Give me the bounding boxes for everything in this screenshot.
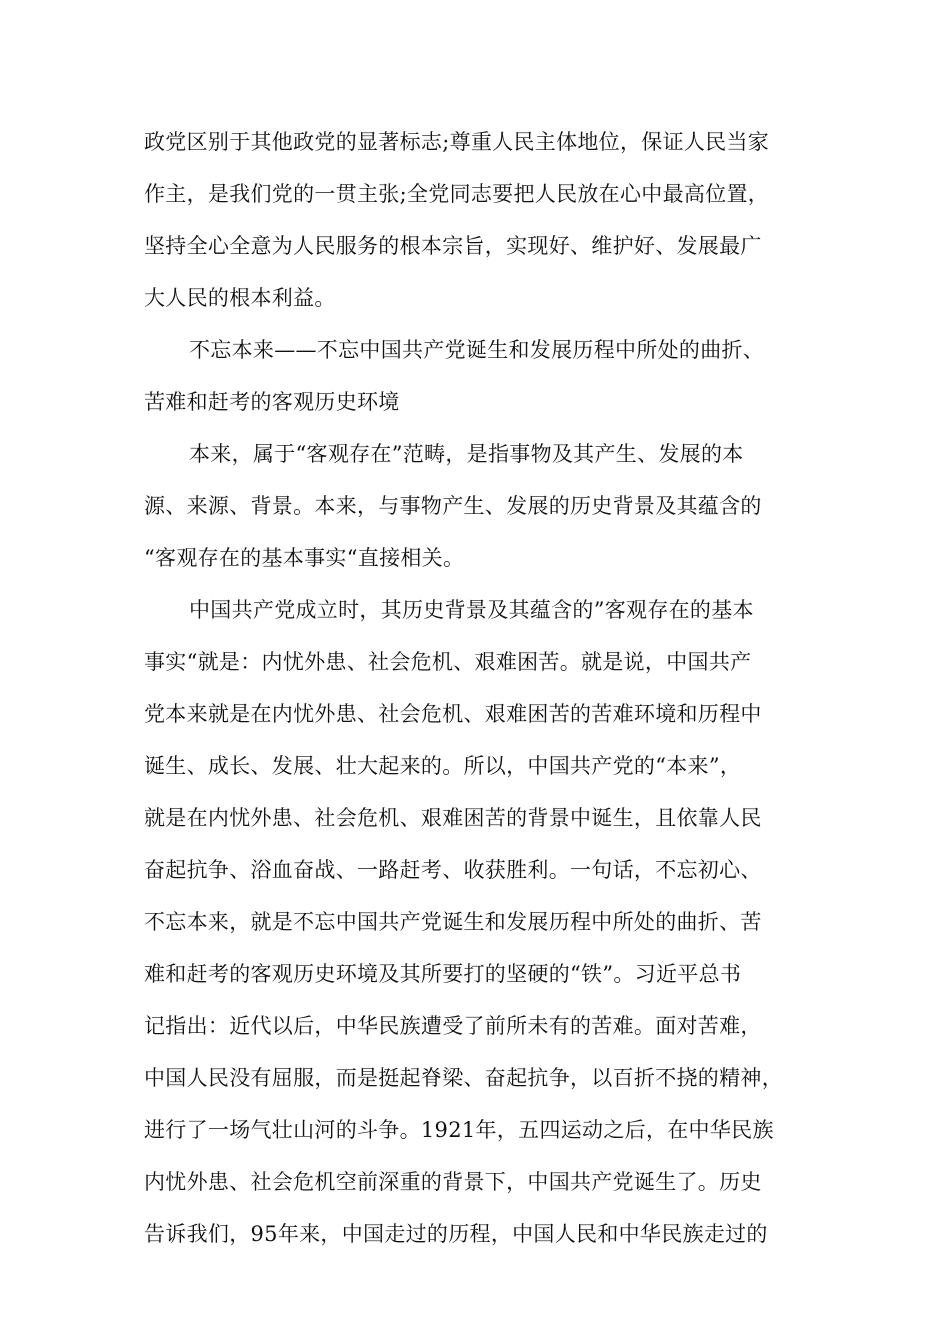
text-line: 就是在内忧外患、社会危机、艰难困苦的背景中诞生，且依靠人民 — [144, 806, 762, 830]
text-line: 坚持全心全意为人民服务的根本宗旨，实现好、维护好、发展最广 — [144, 234, 762, 258]
text-line: 事实“就是：内忧外患、社会危机、艰难困苦。就是说，中国共产 — [144, 650, 752, 674]
text-line: 进行了一场气壮山河的斗争。1921年，五四运动之后，在中华民族 — [144, 1118, 774, 1142]
text-line: 本来，属于“客观存在”范畴，是指事物及其产生、发展的本 — [189, 442, 744, 466]
text-line: 党本来就是在内忧外患、社会危机、艰难困苦的苦难环境和历程中 — [144, 702, 762, 726]
section-heading-line: 苦难和赶考的客观历史环境 — [144, 390, 400, 414]
text-line: 诞生、成长、发展、壮大起来的。所以，中国共产党的“本来”， — [144, 754, 742, 778]
text-line: 作主，是我们党的一贯主张;全党同志要把人民放在心中最高位置， — [144, 182, 770, 206]
text-line: 政党区别于其他政党的显著标志;尊重人民主体地位，保证人民当家 — [144, 130, 770, 154]
text-line: 告诉我们，95年来，中国走过的历程，中国人民和中华民族走过的 — [144, 1222, 768, 1246]
text-line: 记指出：近代以后，中华民族遭受了前所未有的苦难。面对苦难， — [144, 1014, 762, 1038]
text-line: “客观存在的基本事实“直接相关。 — [144, 546, 465, 570]
text-line: 中国共产党成立时，其历史背景及其蕴含的”客观存在的基本 — [189, 598, 754, 622]
text-line: 奋起抗争、浴血奋战、一路赶考、收获胜利。一句话，不忘初心、 — [144, 858, 762, 882]
text-line: 大人民的根本利益。 — [144, 286, 336, 310]
text-line: 内忧外患、社会危机空前深重的背景下，中国共产党诞生了。历史 — [144, 1170, 762, 1194]
document-body — [144, 116, 814, 1260]
section-heading-line: 不忘本来——不忘中国共产党诞生和发展历程中所处的曲折、 — [189, 338, 765, 362]
text-line: 中国人民没有屈服，而是挺起脊梁、奋起抗争，以百折不挠的精神， — [144, 1066, 783, 1090]
text-line: 难和赶考的客观历史环境及其所要打的坚硬的“铁”。习近平总书 — [144, 962, 742, 986]
text-line: 不忘本来，就是不忘中国共产党诞生和发展历程中所处的曲折、苦 — [144, 910, 762, 934]
text-line: 源、来源、背景。本来，与事物产生、发展的历史背景及其蕴含的 — [144, 494, 762, 518]
